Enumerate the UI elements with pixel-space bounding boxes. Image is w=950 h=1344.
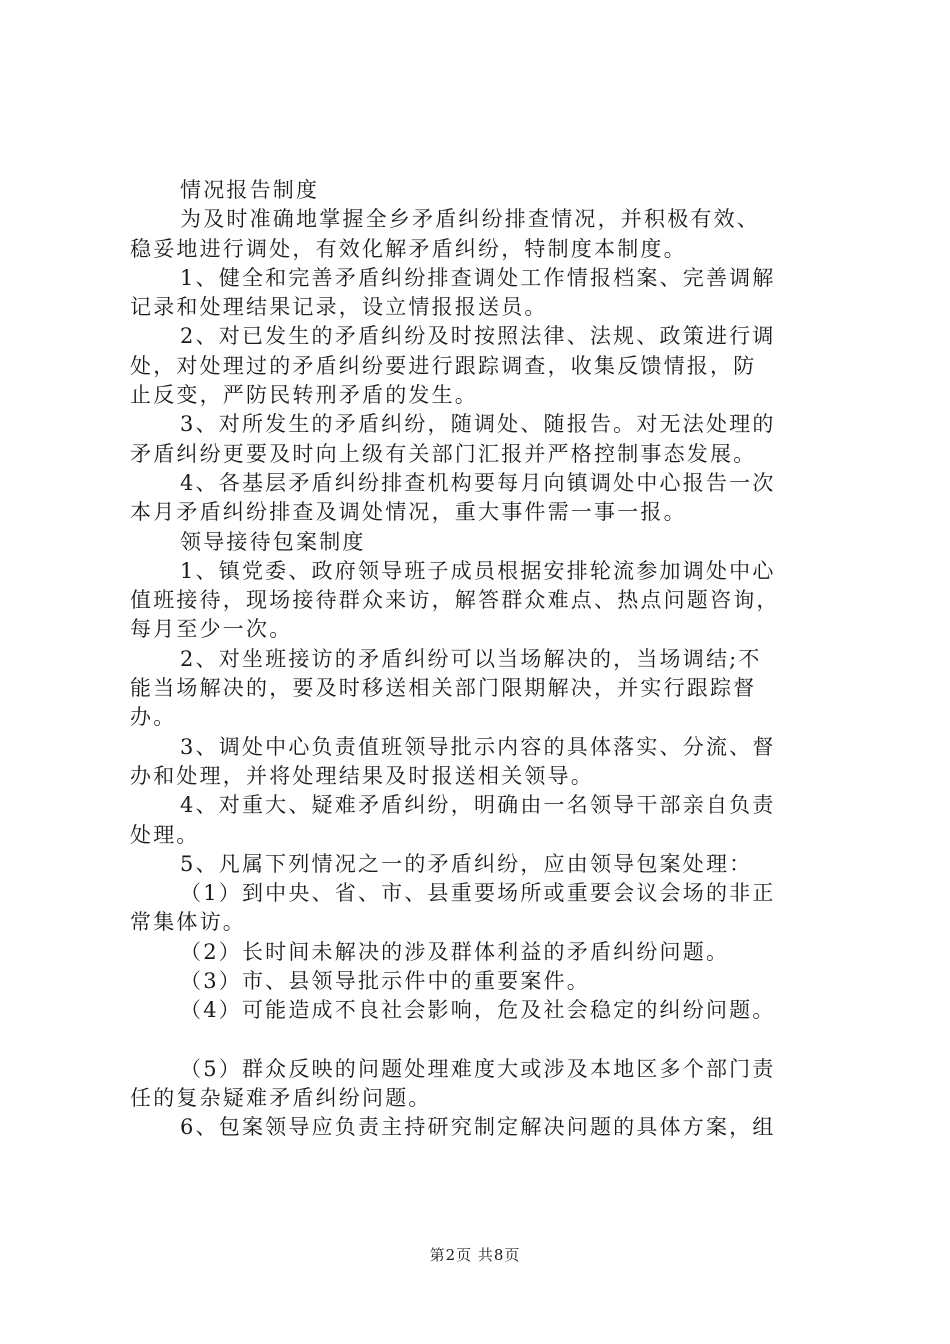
paragraph-line: 3、调处中心负责值班领导批示内容的具体落实、分流、督 [180,734,776,759]
paragraph-line: 本月矛盾纠纷排查及调处情况，重大事件需一事一报。 [130,500,687,525]
list-item-line: （5）群众反映的问题处理难度大或涉及本地区多个部门责 [180,1056,776,1081]
paragraph-line: 4、对重大、疑难矛盾纠纷，明确由一名领导干部亲自负责 [180,793,776,818]
list-item-line: （3）市、县领导批示件中的重要案件。 [180,969,590,994]
list-item-line: （4）可能造成不良社会影响，危及社会稳定的纠纷问题。 [180,998,776,1023]
paragraph-line: 能当场解决的，要及时移送相关部门限期解决，并实行跟踪督 [130,676,757,701]
paragraph-line: 6、包案领导应负责主持研究制定解决问题的具体方案，组 [180,1115,776,1140]
paragraph-line: 矛盾纠纷更要及时向上级有关部门汇报并严格控制事态发展。 [130,441,757,466]
section-heading: 情况报告制度 [180,178,320,202]
paragraph-line: 办。 [130,705,177,730]
paragraph-line: 记录和处理结果记录，设立情报报送员。 [130,295,548,320]
paragraph-line: 处理。 [130,822,200,847]
paragraph-line: 处，对处理过的矛盾纠纷要进行跟踪调查，收集反馈情报，防 [130,353,757,378]
paragraph-line: 2、对已发生的矛盾纠纷及时按照法律、法规、政策进行调 [180,324,776,349]
list-item-line: （1）到中央、省、市、县重要场所或重要会议会场的非正 [180,881,776,906]
paragraph-line: 3、对所发生的矛盾纠纷，随调处、随报告。对无法处理的 [180,412,776,437]
paragraph-line: 值班接待，现场接待群众来访，解答群众难点、热点问题咨询， [130,588,780,613]
list-item-line: 任的复杂疑难矛盾纠纷问题。 [130,1085,432,1110]
list-item-line: 常集体访。 [130,910,246,935]
section-heading: 领导接待包案制度 [180,529,366,554]
page-number: 第2页 共8页 [429,1246,521,1264]
paragraph-line: 2、对坐班接访的矛盾纠纷可以当场解决的，当场调结;不 [180,646,762,671]
paragraph-line: 4、各基层矛盾纠纷排查机构要每月向镇调处中心报告一次 [180,470,776,495]
paragraph-line: 止反变，严防民转刑矛盾的发生。 [130,383,478,408]
paragraph-line: 每月至少一次。 [130,617,293,642]
paragraph-line: 5、凡属下列情况之一的矛盾纠纷，应由领导包案处理： [180,851,753,876]
paragraph-line: 稳妥地进行调处，有效化解矛盾纠纷，特制度本制度。 [130,236,687,261]
paragraph-line: 为及时准确地掌握全乡矛盾纠纷排查情况，并积极有效、 [180,207,760,232]
list-item-line: （2）长时间未解决的涉及群体利益的矛盾纠纷问题。 [180,939,730,964]
paragraph-line: 1、健全和完善矛盾纠纷排查调处工作情报档案、完善调解 [180,265,776,290]
blank-line [130,1026,830,1055]
paragraph-line: 办和处理，并将处理结果及时报送相关领导。 [130,763,594,788]
paragraph-line: 1、镇党委、政府领导班子成员根据安排轮流参加调处中心 [180,558,776,583]
document-body [130,176,830,1143]
